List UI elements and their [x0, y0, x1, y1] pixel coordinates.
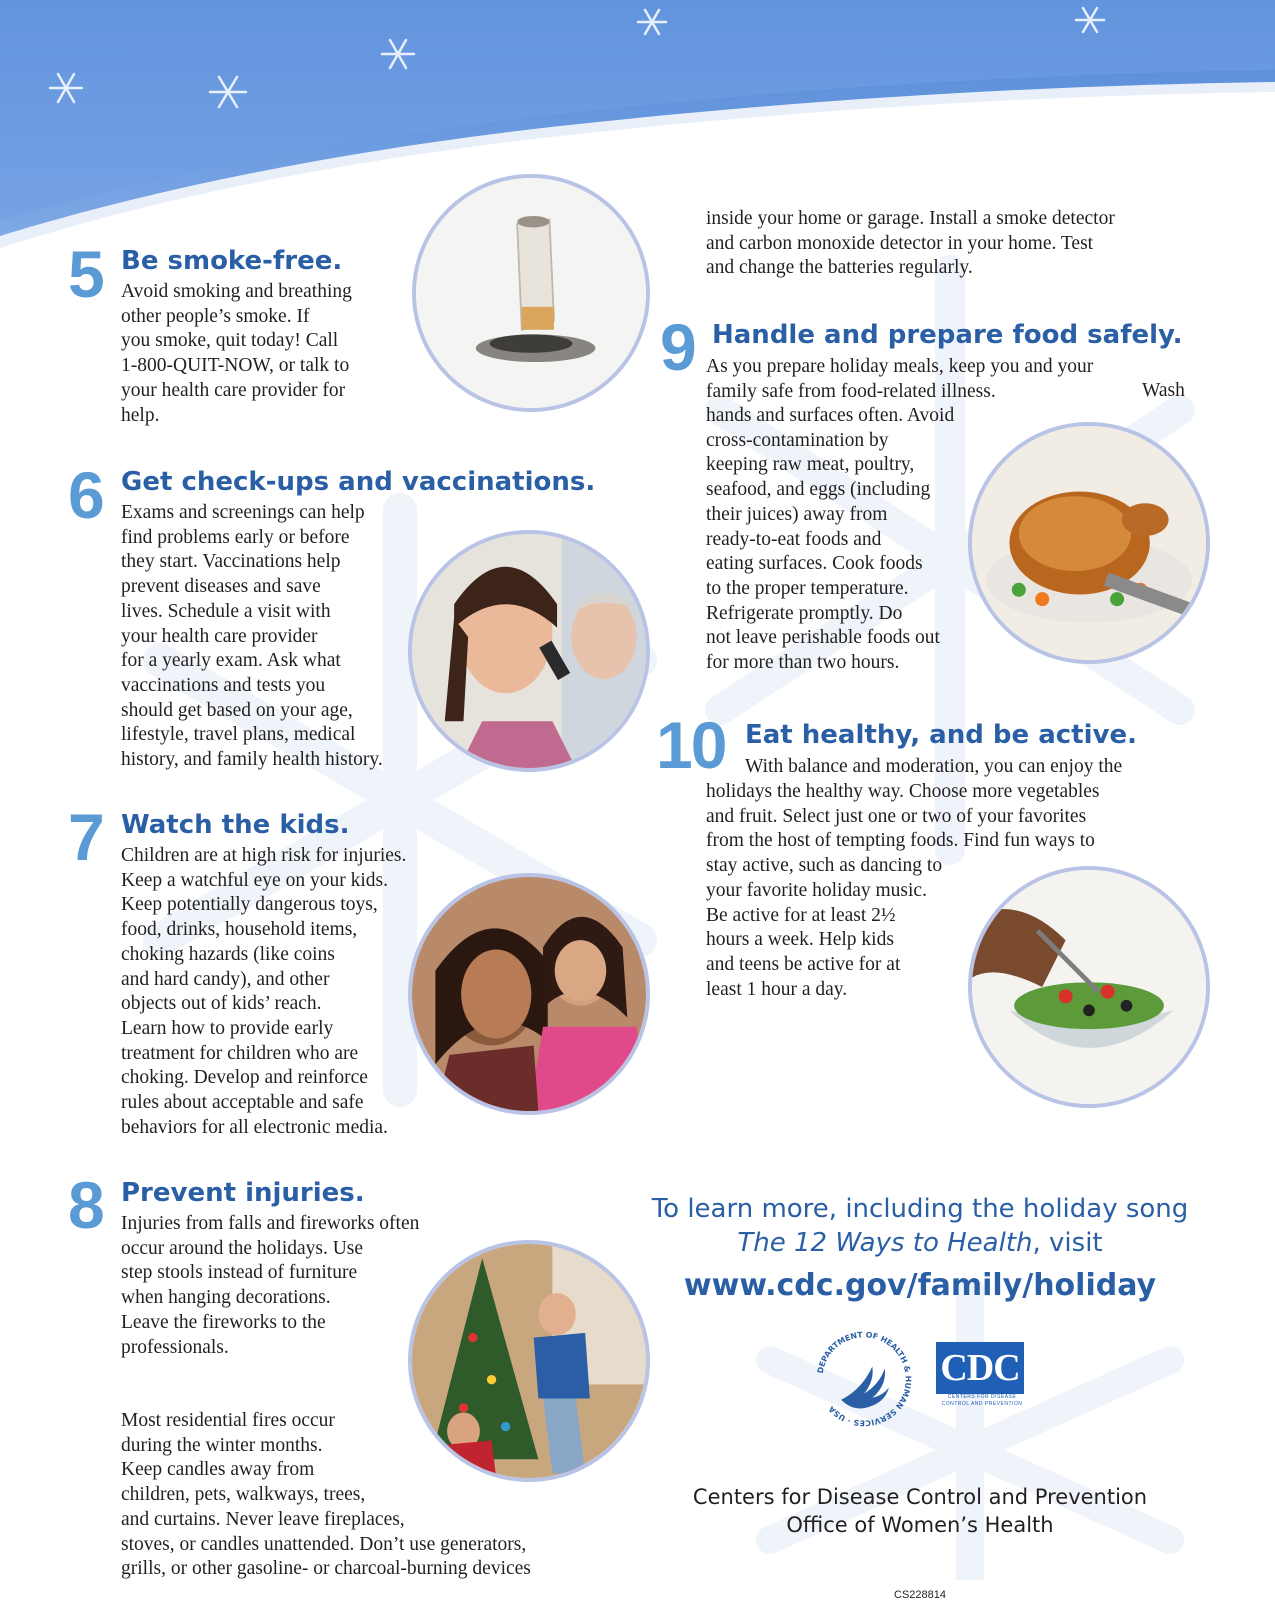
tip-5-number: 5: [68, 237, 103, 311]
cdc-logo-sub1: CENTERS FOR DISEASE: [947, 1394, 1017, 1400]
salad-photo: [968, 866, 1210, 1108]
tip-8-body-continued: inside your home or garage. Install a smoke detector and carbon monoxide detector in your home. Test and change the batteries regularly.: [706, 208, 1115, 279]
document-code: CS228814: [894, 1589, 946, 1601]
tip-8-body: Injuries from falls and fireworks often occur around the holidays. Use step stools instead of furniture when hanging decorations. Leave the fireworks to the professionals.: [121, 1213, 420, 1358]
tip-6-number: 6: [68, 458, 103, 532]
cdc-logo-box: CDC: [936, 1342, 1024, 1394]
hhs-logo: [812, 1327, 916, 1431]
cigarette-photo: [412, 174, 650, 412]
tip-7-number: 7: [68, 800, 103, 874]
tip-7-title: Watch the kids.: [121, 810, 350, 840]
learn-more-line2: [640, 1226, 1200, 1260]
cdc-url-link[interactable]: www.cdc.gov/family/holiday: [683, 1268, 1157, 1303]
visit-text: , visit: [1032, 1228, 1103, 1258]
cdc-logo-sub2: CONTROL AND PREVENTION: [941, 1401, 1023, 1407]
tip-7-body: Children are at high risk for injuries. Keep a watchful eye on your kids. Keep potentially dangerous toys, food, drinks, household items, choking hazards (like coins and hard candy), and other objects out of kids’ reach. Learn how to provide early treatment for children who are choking. Develop and reinforce rules about acceptable and safe behaviors for all electronic media.: [121, 845, 407, 1138]
learn-more-line1: To learn more, including the holiday song: [651, 1194, 1189, 1224]
tip-9-title: Handle and prepare food safely.: [712, 320, 1183, 350]
checkup-photo: [408, 530, 650, 772]
tip-10-number: 10: [656, 708, 726, 782]
tip-6-body: Exams and screenings can help find problems early or before they start. Vaccinations help prevent diseases and save lives. Schedule a visit with your health care provider for a yearly exam. Ask what vaccinations and tests you should get based on your age, lifestyle, travel plans, medical history, and family health history.: [121, 502, 383, 771]
tip-6-title: Get check-ups and vaccinations.: [121, 467, 596, 497]
tip-5-title: Be smoke-free.: [121, 246, 343, 276]
tip-10-title: Eat healthy, and be active.: [745, 720, 1137, 750]
tip-9-number: 9: [660, 310, 695, 384]
christmas-tree-photo: [408, 1240, 650, 1482]
tip-8-title: Prevent injuries.: [121, 1178, 365, 1208]
mother-child-photo: [408, 873, 650, 1115]
footer-org: Centers for Disease Control and Prevention: [692, 1485, 1148, 1509]
tip-9-wash: Wash: [1142, 380, 1185, 401]
tip-8-body-fires: Most residential fires occur during the winter months. Keep candles away from children, pets, walkways, trees, and curtains. Never leave fireplaces, stoves, or candles unattended. Don’t use generators, grills, or other gasoline- or charcoal-burning devices: [121, 1410, 531, 1580]
svg-text:DEPARTMENT OF HEALTH & HUMAN S: DEPARTMENT OF HEALTH & HUMAN SERVICES · USA: [815, 1330, 913, 1428]
cdc-logo: [936, 1342, 1028, 1412]
tip-10-body-line1: With balance and moderation, you can enjoy the: [745, 756, 1123, 777]
turkey-photo: [968, 422, 1210, 664]
tip-9-body-intro: As you prepare holiday meals, keep you and your family safe from food-related illness.: [706, 356, 1094, 402]
tip-8-number: 8: [68, 1168, 103, 1242]
tip-5-body: Avoid smoking and breathing other people’s smoke. If you smoke, quit today! Call 1-800-QUIT-NOW, or talk to your health care provider for help.: [121, 281, 352, 426]
song-title: The 12 Ways to Health: [737, 1228, 1033, 1258]
tip-10-body: holidays the healthy way. Choose more vegetables and fruit. Select just one or two of your favorites from the host of tempting foods. Find fun ways to stay active, such as dancing to your favorite holiday music. Be active for at least 2½ hours a week. Help kids and teens be active for at least 1 hour a day.: [706, 781, 1100, 1000]
tip-9-body: hands and surfaces often. Avoid cross-contamination by keeping raw meat, poultry, seafood, and eggs (including their juices) away from ready-to-eat foods and eating surfaces. Cook foods to the proper temperature. Refrigerate promptly. Do not leave perishable foods out for more than two hours.: [706, 405, 955, 674]
footer-office: Office of Women’s Health: [786, 1513, 1054, 1537]
